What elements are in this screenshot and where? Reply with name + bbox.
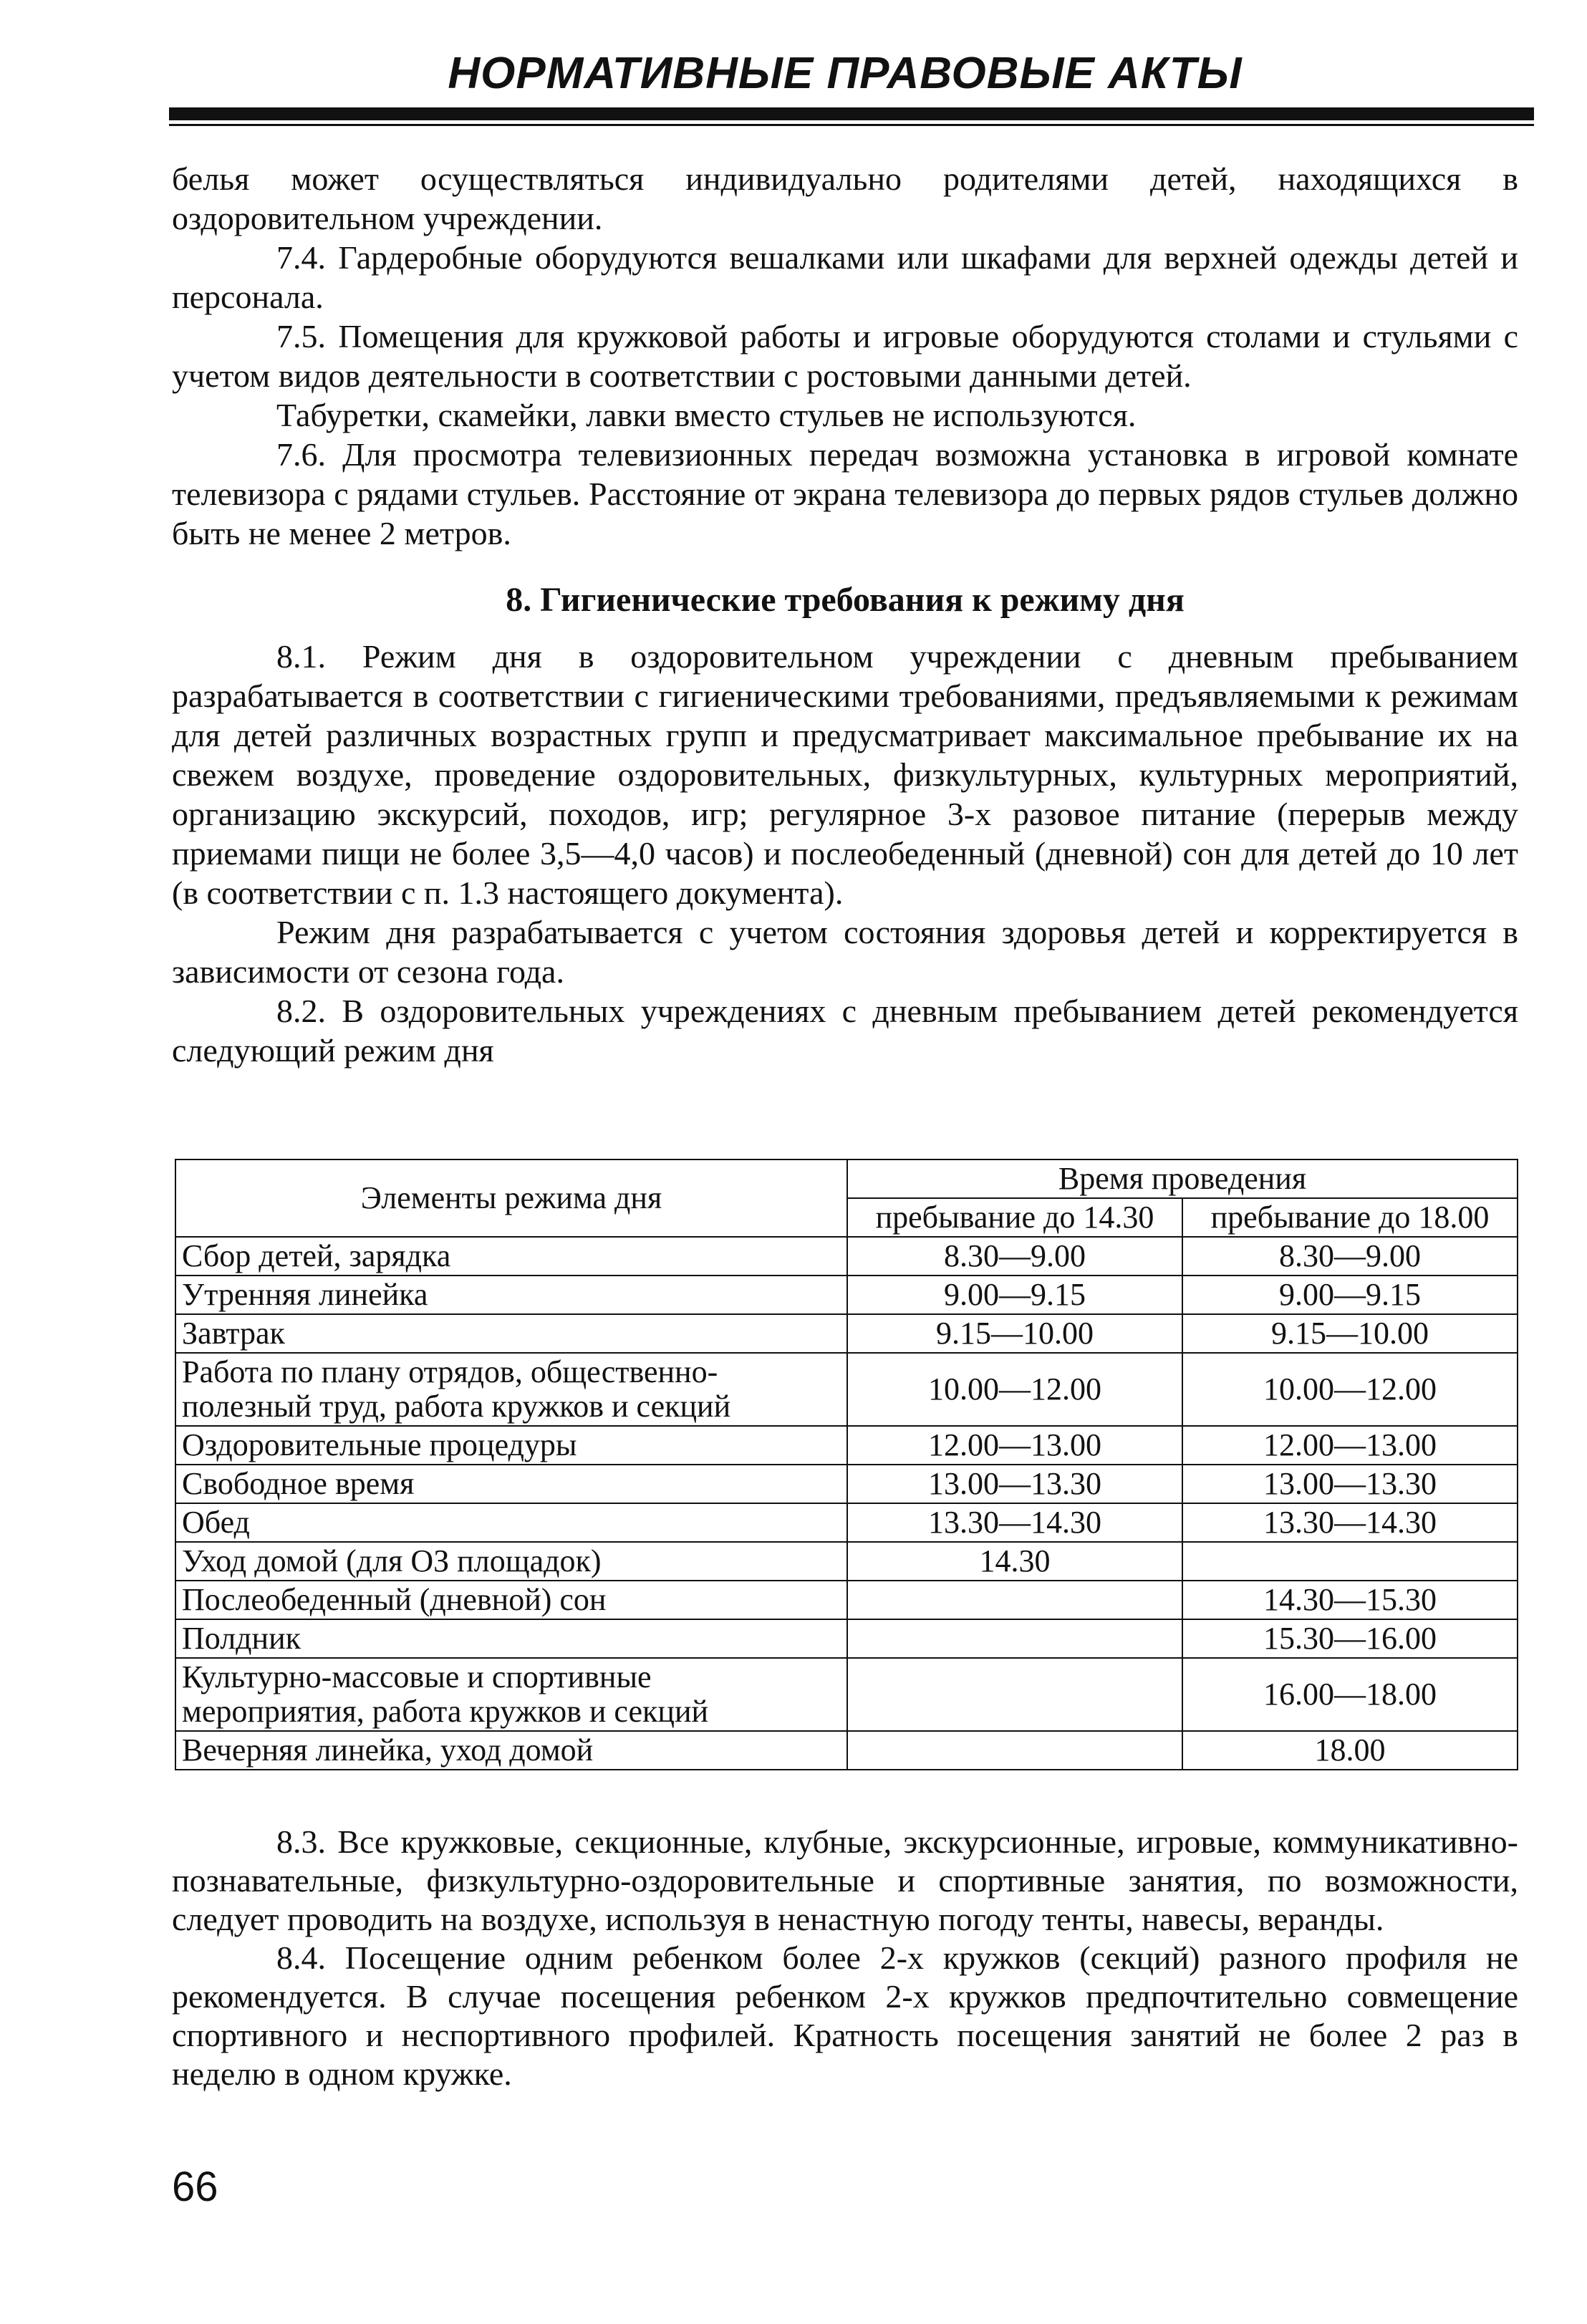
table-row [175, 1276, 1518, 1314]
paragraph-7-4: 7.4. Гардеробные оборудуются вешалками или шкафами для верхней одежды детей и персонала. [172, 239, 1518, 315]
page-number: 66 [172, 2164, 218, 2210]
body-text-bottom [172, 1823, 1518, 2093]
table-row [175, 1237, 1518, 1276]
cell-time-1800: 9.15—10.00 [1182, 1314, 1518, 1353]
cell-time-1800: 8.30—9.00 [1182, 1237, 1518, 1276]
paragraph-7-5: 7.5. Помещения для кружковой работы и игровые оборудуются столами и стульями с учетом видов деятельности в соответствии с ростовыми данными детей. [172, 318, 1518, 394]
cell-time-1430: 8.30—9.00 [847, 1237, 1182, 1276]
cell-time-1800: 18.00 [1182, 1731, 1518, 1770]
cell-time-1800: 9.00—9.15 [1182, 1276, 1518, 1314]
running-header-title: НОРМАТИВНЫЕ ПРАВОВЫЕ АКТЫ [448, 49, 1243, 98]
cell-element: Обед [175, 1503, 847, 1542]
body-text-top [172, 159, 1518, 1070]
cell-time-1430: 12.00—13.00 [847, 1426, 1182, 1465]
table-body [175, 1237, 1518, 1770]
cell-element: Завтрак [175, 1314, 847, 1353]
schedule-table [175, 1159, 1518, 1770]
table-row [175, 1581, 1518, 1619]
cell-time-1800: 12.00—13.00 [1182, 1426, 1518, 1465]
header-rule [169, 107, 1534, 120]
table-row [175, 1658, 1518, 1731]
cell-element: Утренняя линейка [175, 1276, 847, 1314]
cell-time-1800: 14.30—15.30 [1182, 1581, 1518, 1619]
cell-element: Работа по плану отрядов, общественно-полезный труд, работа кружков и секций [175, 1353, 847, 1426]
cell-time-1800: 13.30—14.30 [1182, 1503, 1518, 1542]
table-row [175, 1503, 1518, 1542]
cell-element: Уход домой (для ОЗ площадок) [175, 1542, 847, 1581]
column-header-until-1800: пребывание до 18.00 [1182, 1198, 1518, 1237]
column-header-time: Время проведения [847, 1159, 1518, 1198]
cell-time-1430: 9.00—9.15 [847, 1276, 1182, 1314]
section-title: 8. Гигиенические требования к режиму дня [506, 581, 1185, 619]
paragraph-8-4: 8.4. Посещение одним ребенком более 2-х кружков (секций) разного профиля не рекомендуется. В случае посещения ребенком 2-х кружков предпочтительно совмещение спортивного и неспортивного профилей. Кратность посещения занятий не более 2 раз в неделю в одном кружке. [172, 1939, 1518, 2092]
paragraph: белья может осуществляться индивидуально родителями детей, находящихся в оздоровительном учреждении. [172, 160, 1518, 236]
cell-time-1800: 15.30—16.00 [1182, 1619, 1518, 1658]
cell-time-1430 [847, 1731, 1182, 1770]
cell-element: Сбор детей, зарядка [175, 1237, 847, 1276]
cell-element: Вечерняя линейка, уход домой [175, 1731, 847, 1770]
column-header-elements: Элементы режима дня [175, 1159, 847, 1237]
cell-element: Оздоровительные процедуры [175, 1426, 847, 1465]
cell-time-1430: 14.30 [847, 1542, 1182, 1581]
header-rule-thin [169, 124, 1534, 126]
cell-time-1800: 13.00—13.30 [1182, 1465, 1518, 1503]
cell-time-1430 [847, 1619, 1182, 1658]
cell-time-1430 [847, 1658, 1182, 1731]
paragraph-8-1: 8.1. Режим дня в оздоровительном учреждении с дневным пребыванием разрабатывается в соответствии с гигиеническими требованиями, предъявляемыми к режимам для детей различных возрастных групп и предусматривает максимальное пребывание их на свежем воздухе, проведение оздоровительных, физкультурных, культурных мероприятий, организацию экскурсий, походов, игр; регулярное 3-х разовое питание (перерыв между приемами пищи не более 3,5—4,0 часов) и послеобеденный (дневной) сон для детей до 10 лет (в соответствии с п. 1.3 настоящего документа). [172, 638, 1518, 911]
cell-element: Свободное время [175, 1465, 847, 1503]
cell-element: Полдник [175, 1619, 847, 1658]
cell-time-1800: 16.00—18.00 [1182, 1658, 1518, 1731]
cell-time-1800 [1182, 1542, 1518, 1581]
table-row [175, 1619, 1518, 1658]
cell-time-1430: 13.00—13.30 [847, 1465, 1182, 1503]
paragraph: Табуретки, скамейки, лавки вместо стульев не используются. [276, 397, 1137, 433]
column-header-until-1430: пребывание до 14.30 [847, 1198, 1182, 1237]
paragraph: Режим дня разрабатывается с учетом состояния здоровья детей и корректируется в зависимости от сезона года. [172, 914, 1518, 990]
table-row [175, 1314, 1518, 1353]
table-row [175, 1465, 1518, 1503]
paragraph-8-2: 8.2. В оздоровительных учреждениях с дневным пребыванием детей рекомендуется следующий режим дня [172, 993, 1518, 1069]
cell-element: Культурно-массовые и спортивные мероприятия, работа кружков и секций [175, 1658, 847, 1731]
cell-time-1430: 9.15—10.00 [847, 1314, 1182, 1353]
table-header-row [175, 1159, 1518, 1198]
cell-time-1430: 10.00—12.00 [847, 1353, 1182, 1426]
paragraph-8-3: 8.3. Все кружковые, секционные, клубные, экскурсионные, игровые, коммуникативно-познавательные, физкультурно-оздоровительные и спортивные занятия, по возможности, следует проводить на воздухе, используя в ненастную погоду тенты, навесы, веранды. [172, 1823, 1518, 1937]
paragraph-7-6: 7.6. Для просмотра телевизионных передач возможна установка в игровой комнате телевизора с рядами стульев. Расстояние от экрана телевизора до первых рядов стульев должно быть не менее 2 метров. [172, 436, 1518, 551]
table-row [175, 1542, 1518, 1581]
table-row [175, 1353, 1518, 1426]
cell-time-1430 [847, 1581, 1182, 1619]
cell-time-1430: 13.30—14.30 [847, 1503, 1182, 1542]
table-row [175, 1731, 1518, 1770]
table-row [175, 1426, 1518, 1465]
cell-time-1800: 10.00—12.00 [1182, 1353, 1518, 1426]
cell-element: Послеобеденный (дневной) сон [175, 1581, 847, 1619]
